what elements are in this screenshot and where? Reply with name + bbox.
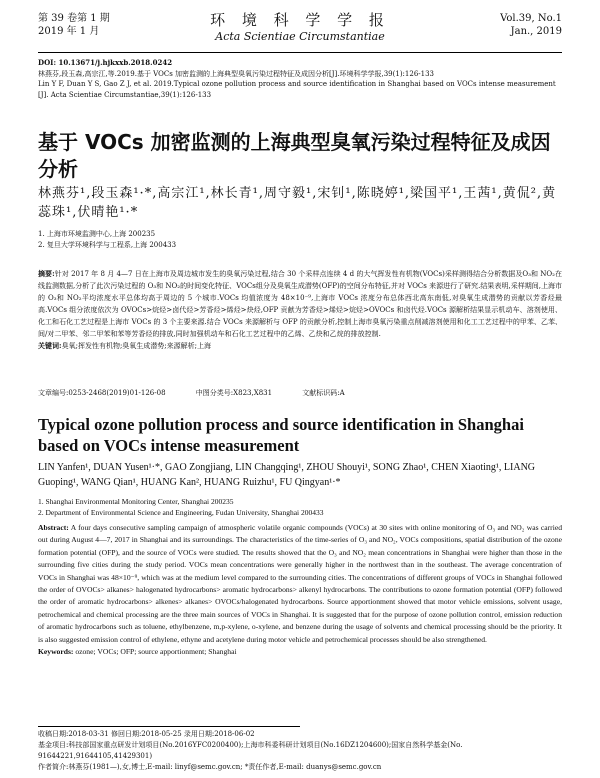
abstract-cn-text: 针对 2017 年 8 月 4—7 日在上海市及周边城市发生的臭氧污染过程,结合 30 个采样点连续 4 d 的大气挥发性有机物(VOCs)采样测得结合分析数据及O₃和 NO₂在线监测数据,分析了此次污染过程的 O₃和 NO₂的时间变化特征、VOCs组分及臭氧生成潜势(OFP)的空间分布特征,并对 VOCs 来源进行了研究.结果表明,采样期间,上海市的 O₃和 NO₂平均浓度水平总体均高于周边的 5 个城市.VOCs 均值浓度为 48×10⁻⁹,上海市 VOCs 浓度分布总体西北高东南低,对臭氧生成潜势的贡献以芳香烃最高.VOCs 组分浓度依次为 OVOCs>烷烃>卤代烃>芳香烃>烯烃>炔烃,OFP 贡献为芳香烃>烯烃>烷烃>OVOCs 和卤代烃.VOCs 源解析结果显示机动车、溶剂使用、化工和石化工艺过程是上海市 VOCs 的 3 个主要来源.结合 VOCs 来源解析与 OFP 的贡献分析,控制上海市臭氧污染重点削减溶剂使用和化工工艺过程中的甲苯、乙苯、间/对二甲苯、邻二甲苯和苯等芳香烃的排放,同时加强机动车和石化工艺过程中的乙烯、乙炔和乙烷的排放控制. — [38, 270, 562, 338]
authors-en: LIN Yanfen¹, DUAN Yusen¹·*, GAO Zongjiang, LIN Changqing¹, ZHOU Shouyi¹, SONG Zhao¹, CHEN Xiaoting¹, LIANG Guoping¹, WANG Qian¹, HUANG Kan², HUANG Ruizhu¹, FU Qingyan¹·* — [38, 462, 536, 488]
volume-en: Vol.39, No.1 — [500, 13, 562, 24]
document-code: 文献标识码:A — [302, 389, 345, 397]
authors-cn: 林燕芬¹,段玉森¹·*,高宗江¹,林长青¹,周守毅¹,宋钊¹,陈晓婷¹,梁国平¹,王茜¹,黄侃²,黄蕊珠¹,伏晴艳¹·* — [38, 186, 557, 220]
affiliations-en — [38, 496, 562, 518]
keywords-cn-text: 臭氧;挥发性有机物;臭氧生成潜势;来源解析;上海 — [61, 342, 212, 350]
abstract-cn-label: 摘要: — [38, 269, 55, 278]
clc-number: 中图分类号:X823,X831 — [195, 389, 273, 397]
doi[interactable]: DOI: 10.13671/j.hjkxxb.2018.0242 — [38, 58, 173, 67]
affiliation-cn-2: 2. 复旦大学环境科学与工程系,上海 200433 — [38, 241, 177, 249]
keywords-cn-label: 关键词: — [38, 341, 62, 350]
citation-en: Lin Y F, Duan Y S, Gao Z J, et al. 2019.Typical ozone pollution process and source identification in Shanghai based on VOCs intense measurement [J]. Acta Scientiae Circumstantiae,39(1):126-133 — [38, 80, 556, 99]
abstract-cn — [38, 268, 562, 352]
footnotes — [38, 729, 562, 773]
header-center — [38, 10, 562, 44]
title-en: Typical ozone pollution process and source identification in Shanghai based on VOCs intense measurement — [38, 415, 524, 455]
affiliation-en-2: 2. Department of Environmental Science and Engineering, Fudan University, Shanghai 200433 — [38, 508, 324, 517]
article-id: 文章编号:0253-2468(2019)01-126-08 — [38, 389, 166, 397]
header-right — [500, 12, 562, 38]
article-meta-cn — [38, 387, 562, 399]
affiliation-cn-1: 1. 上海市环境监测中心,上海 200235 — [38, 230, 156, 238]
keywords-en-text: ozone; VOCs; OFP; source apportionment; Shanghai — [75, 647, 237, 657]
abstract-en-label: Abstract: — [38, 523, 69, 532]
affiliations-cn — [38, 229, 562, 251]
journal-name-cn: 环 境 科 学 学 报 — [210, 11, 390, 29]
abstract-en — [38, 522, 562, 658]
journal-name-en: Acta Scientiae Circumstantiae — [215, 30, 385, 43]
page-header — [38, 10, 562, 50]
date-en: Jan., 2019 — [510, 26, 562, 37]
footnote-dates: 收稿日期:2018-03-31 修回日期:2018-05-25 录用日期:2018-06-02 — [38, 730, 255, 738]
date-cn: 2019 年 1 月 — [38, 26, 100, 37]
affiliation-en-1: 1. Shanghai Environmental Monitoring Center, Shanghai 200235 — [38, 497, 234, 506]
header-rule — [38, 52, 562, 53]
footnote-fund: 基金项目:科技部国家重点研发计划项目(No.2016YFC0200400);上海市科委科研计划项目(No.16DZ1204600);国家自然科学基金(No. 91644221,91644105,41429301) — [38, 741, 463, 760]
footnote-author: 作者简介:林燕芬(1981—),女,博士,E-mail: linyf@semc.gov.cn; *责任作者,E-mail: duanys@semc.gov.cn — [38, 763, 382, 771]
citation-cn: 林燕芬,段玉森,高宗江,等.2019.基于 VOCs 加密监测的上海典型臭氧污染过程特征及成因分析[J].环境科学学报,39(1):126-133 — [38, 69, 434, 78]
abstract-en-text: A four days consecutive sampling campaign of atmospheric volatile organic compounds (VOCs) at 30 sites with online monitoring of O₃ and NO₂ was carried out during August 4—7, 2017 in Shanghai and its surroundings. The characteristics of the time-series of O₃ and NO₂, VOCs compositions, spatial distribution of the ozone formation potential (OFP), and the source of VOCs were studied. The results showed that the O₃ and NO₂ mean concentrations in Shanghai were higher than those in the surrounding five cities during the study period. VOCs mean concentrations were generally higher in the northwest than in the southeast. The average concentration of VOCs in Shanghai was 48×10⁻⁹, which was at the medium level compared to the surrounding cities. The concentrations of different groups of VOCs in Shanghai followed the order of OVOCs> alkanes> halogenated hydrocarbons> aromatic hydrocarbons> alkenyl hydrocarbons. The contributions to ozone formation potential (OFP) followed the order of aromatic hydrocarbons> alkenes> alkanes> OVOCs/halogenated hydrocarbons. Source apportionment showed that motor vehicle emissions, solvent usage, petrochemical and chemical processing are the three main sources of VOCs in Shanghai. It is suggested that for the purpose of ozone pollution control, emission reduction of aromatic hydrocarbons such as toluene, ethylbenzene, m,p-xylene, o-xylene, and benzene during the usage of solvents and chemical processing should be the priority. It is also suggested emission control of ethylene, ethyne and acetylene during motor vehicle and petrochemical processes should be also strengthened. — [38, 523, 562, 644]
footnote-rule — [38, 726, 300, 727]
volume-cn: 第 39 卷第 1 期 — [38, 13, 110, 24]
citation-block — [38, 58, 562, 100]
keywords-en-label: Keywords: — [38, 647, 74, 657]
title-cn: 基于 VOCs 加密监测的上海典型臭氧污染过程特征及成因分析 — [38, 130, 551, 181]
